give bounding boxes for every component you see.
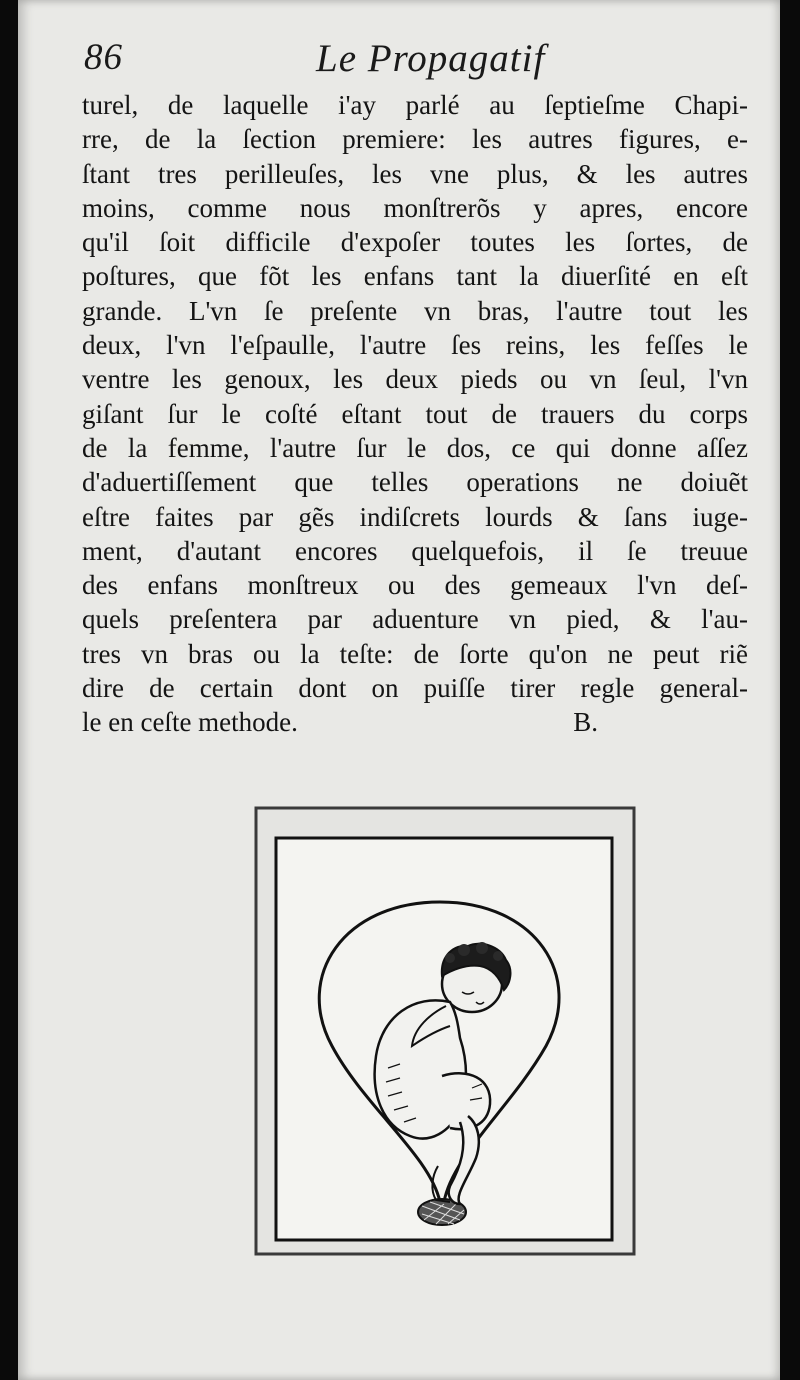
text-line-15: des enfans monſtreux ou des gemeaux l'vn deſ- xyxy=(82,570,748,601)
text-line-10: giſant ſur le coſté eſtant tout de trauers du corps xyxy=(82,398,748,429)
last-line-text: le en ceſte methode. xyxy=(82,707,298,738)
hair-curl-2 xyxy=(458,944,470,956)
figure-letter: B. xyxy=(573,707,598,738)
book-page xyxy=(18,0,780,1380)
text-line-16: quels preſentera par aduenture vn pied, & l'au- xyxy=(82,604,748,635)
text-line-12: d'aduertiſſement que telles operations ne doiuẽt xyxy=(82,467,748,498)
text-line-17: tres vn bras ou la teſte: de ſorte qu'on ne peut riẽ xyxy=(82,638,748,669)
text-line-18: dire de certain dont on puiſſe tirer regle general- xyxy=(82,673,748,704)
page-header xyxy=(84,36,584,88)
text-line-11: de la femme, l'autre ſur le dos, ce qui donne aſſez xyxy=(82,432,748,463)
text-line-7: grande. L'vn ſe preſente vn bras, l'autre tout les xyxy=(82,295,748,326)
text-line-13: eſtre faites par gẽs indiſcrets lourds & ſans iuge- xyxy=(82,501,748,532)
text-line-5: qu'il ſoit difficile d'expoſer toutes les ſortes, de xyxy=(82,227,748,258)
text-line-2: rre, de la ſection premiere: les autres figures, e- xyxy=(82,124,748,155)
hair-curl-4 xyxy=(493,951,503,961)
text-line-14: ment, d'autant encores quelquefois, il ſe treuue xyxy=(82,535,748,566)
text-line-3: ſtant tres perilleuſes, les vne plus, & les autres xyxy=(82,158,748,189)
hair-curl-1 xyxy=(445,953,455,963)
body-text xyxy=(82,88,748,740)
text-line-8: deux, l'vn l'eſpaulle, l'autre ſes reins, les feſſes le xyxy=(82,330,748,361)
text-line-19 xyxy=(82,705,748,739)
woodcut-drawing xyxy=(254,806,636,1256)
page-number: 86 xyxy=(84,37,123,78)
hair-curl-3 xyxy=(476,942,488,954)
fetus-woodcut-illustration xyxy=(254,806,636,1256)
text-line-4: moins, comme nous monſtrerõs y apres, encore xyxy=(82,192,748,223)
text-line-1: turel, de laquelle i'ay parlé au ſeptieſme Chapi- xyxy=(82,90,748,120)
running-title: Le Propagatif xyxy=(316,37,546,80)
text-line-9: ventre les genoux, les deux pieds ou vn ſeul, l'vn xyxy=(82,364,748,395)
text-line-6: poſtures, que fõt les enfans tant la diuerſité en eſt xyxy=(82,261,748,292)
